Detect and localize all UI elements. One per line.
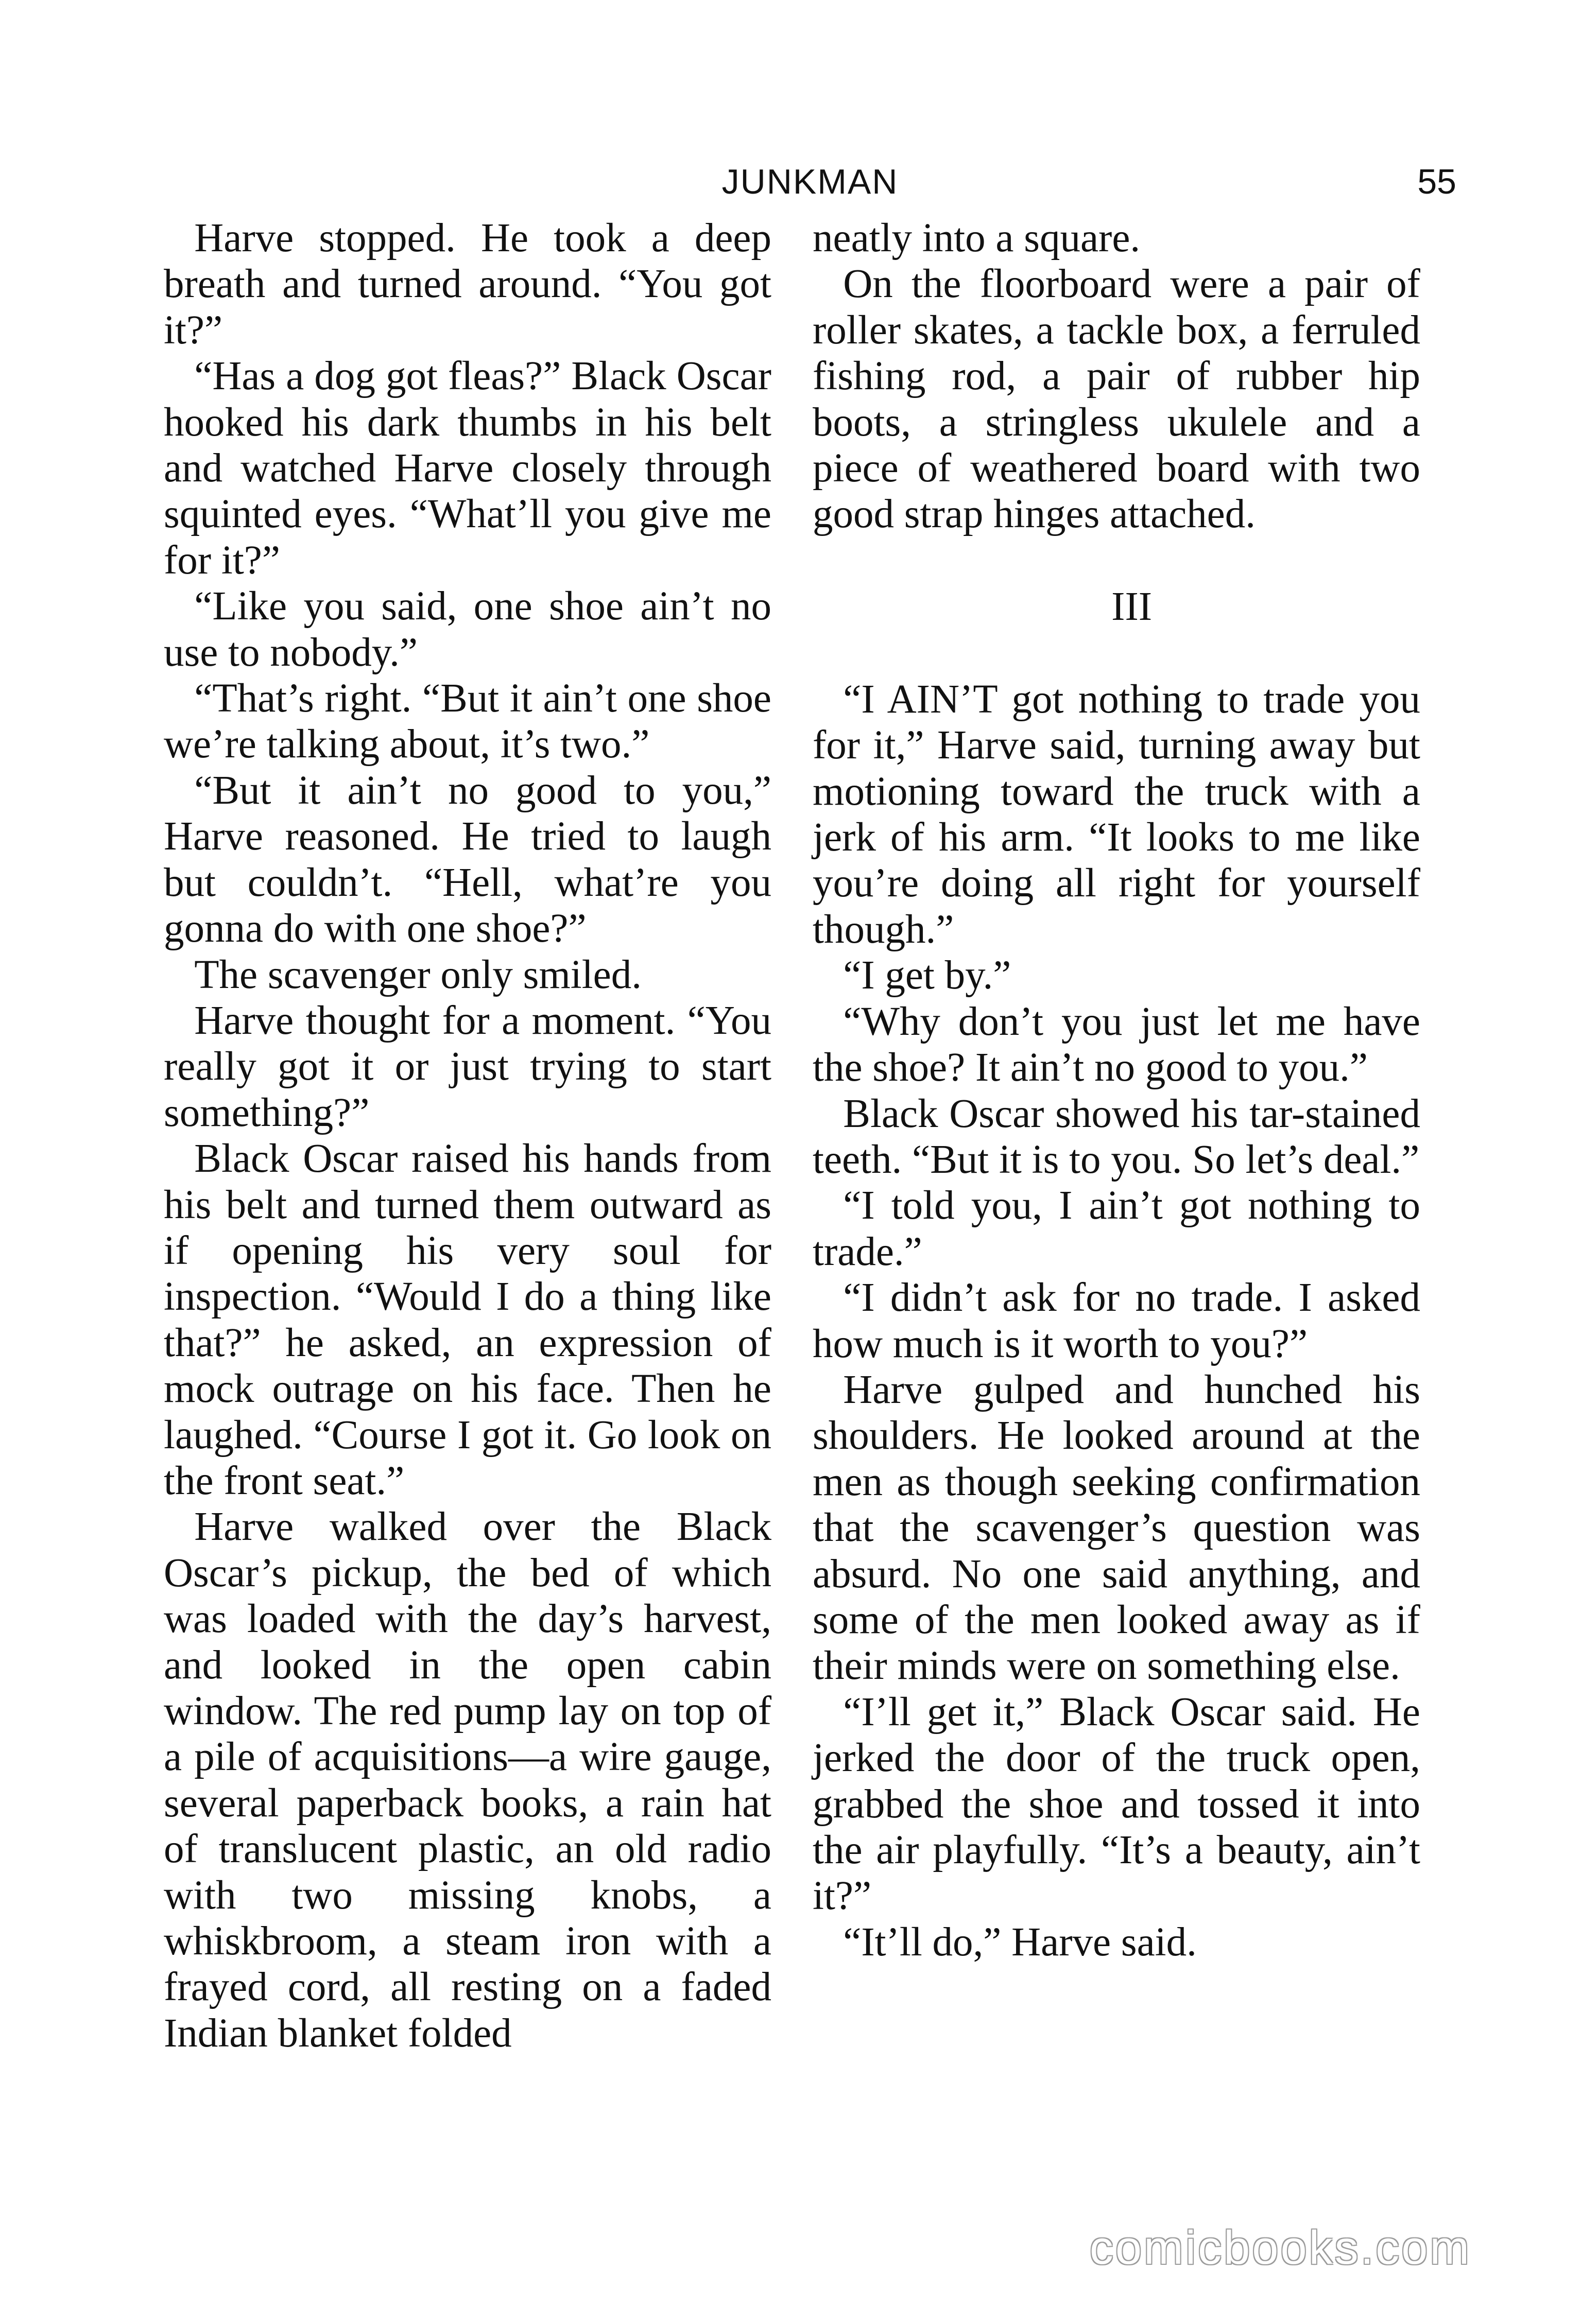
paragraph: Harve stopped. He took a deep breath and turned around. “You got it?” [164,216,771,353]
paragraph: Harve gulped and hunched his shoulders. He looked around at the men as though seeking confirmation that the scavenger’s question was absurd. No one said anything, and some of the men looked away as if their minds were on something else. [813,1367,1420,1689]
paragraph: “I’ll get it,” Black Oscar said. He jerked the door of the truck open, grabbed the shoe and tossed it into the air playfully. “It’s a beauty, ain’t it?” [813,1689,1420,1919]
paragraph: “Like you said, one shoe ain’t no use to nobody.” [164,584,771,675]
paragraph: Harve walked over the Black Oscar’s pickup, the bed of which was loaded with the day’s harvest, and looked in the open cabin window. The red pump lay on top of a pile of acquisitions—a wire gauge, several paperback books, a rain hat of translucent plastic, an old radio with two missing knobs, a whiskbroom, a steam iron with a frayed cord, all resting on a faded Indian blanket folded [164,1504,771,2056]
watermark: comicbooks.com [1089,2222,1471,2274]
paragraph: “I told you, I ain’t got nothing to trade.” [813,1183,1420,1274]
paragraph: “But it ain’t no good to you,” Harve reasoned. He tried to laugh but couldn’t. “Hell, what’re you gonna do with one shoe?” [164,768,771,951]
paragraph: “Has a dog got fleas?” Black Oscar hooked his dark thumbs in his belt and watched Harve closely through squinted eyes. “What’ll you give me for it?” [164,354,771,583]
paragraph: “I AIN’T got nothing to trade you for it,” Harve said, turning away but motioning toward the truck with a jerk of his arm. “It looks to me like you’re doing all right for yourself though.” [813,677,1420,952]
paragraph: “That’s right. “But it ain’t one shoe we’re talking about, it’s two.” [164,676,771,767]
section-heading: III [1111,584,1153,629]
running-title: JUNKMAN [721,162,899,201]
paragraph: On the floorboard were a pair of roller skates, a tackle box, a ferruled fishing rod, a pair of rubber hip boots, a stringless ukulele and a piece of weathered board with two good strap hinges attached. [813,262,1420,537]
paragraph: “It’ll do,” Harve said. [843,1919,1197,1965]
paragraph: Black Oscar showed his tar-stained teeth. “But it is to you. So let’s deal.” [813,1091,1420,1182]
paragraph: “Why don’t you just let me have the shoe? It ain’t no good to you.” [813,999,1420,1090]
paragraph: “I get by.” [843,953,1011,998]
page-number: 55 [1417,162,1456,201]
paragraph: The scavenger only smiled. [194,952,642,997]
right-column [813,215,1420,1965]
page-header [164,153,1456,210]
paragraph-continuation: neatly into a square. [813,216,1141,261]
left-column [164,215,771,2056]
paragraph: “I didn’t ask for no trade. I asked how much is it worth to you?” [813,1275,1420,1366]
paragraph: Harve thought for a moment. “You really got it or just trying to start something?” [164,998,771,1135]
paragraph: Black Oscar raised his hands from his belt and turned them outward as if opening his very soul for inspection. “Would I do a thing like that?” he asked, an expression of mock outrage on his face. Then he laughed. “Course I got it. Go look on the front seat.” [164,1136,771,1503]
